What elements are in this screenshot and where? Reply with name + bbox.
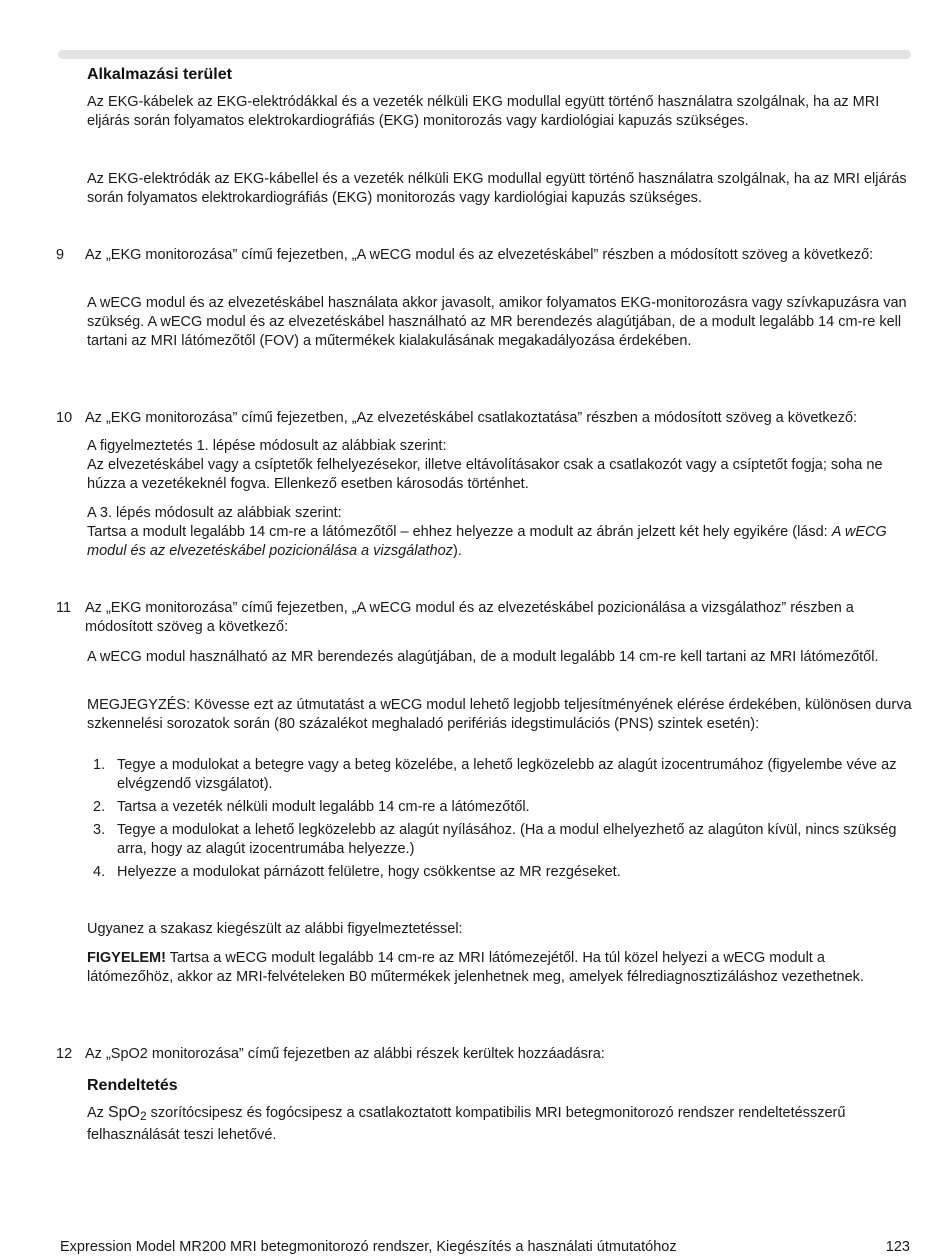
item-11-warning xyxy=(87,949,912,987)
item-10-step-line2 xyxy=(87,523,912,561)
step-line2-text: Tartsa a modult legalább 14 cm-re a látómezőtől – ehhez helyezze a modult az ábrán jelzett két hely egyikére (lásd: xyxy=(87,524,832,540)
paragraph-ekg-electrodes: Az EKG-elektródák az EKG-kábellel és a vezeték nélküli EKG modullal együtt történő használatra szolgálnak, ha az MRI eljárás során folyamatos elektrokardiográfiás (EKG) monitorozás vagy kardiológiai kapuzás szükséges. xyxy=(87,171,907,206)
item-10-warning-change xyxy=(87,437,912,494)
item-9-body: A wECG modul és az elvezetéskábel használata akkor javasolt, amikor folyamatos EKG-monitorozásra vagy szívkapuzásra van szükség. A wECG modul és az elvezetéskábel használható az MR berendezés alagútjában, de a modult legalább 14 cm-re kell tartani az MRI látómezőtől (FOV) a műtermékek kialakulásának megakadályozása érdekében. xyxy=(87,295,907,349)
page-footer xyxy=(60,1238,910,1257)
item-number-12: 12 xyxy=(56,1046,73,1062)
item-11-intro: Az „EKG monitorozása” című fejezetben, „A wECG modul és az elvezetéskábel pozicionálása a vizsgálathoz” részben a módosított szöveg a következő: xyxy=(85,600,854,635)
page-number: 123 xyxy=(885,1239,910,1255)
section-heading-rendeltetes: Rendeltetés xyxy=(87,1077,178,1094)
spo2-term: SpO$_2$ xyxy=(107,1104,147,1123)
list-item: 3. Tegye a modulokat a lehető legközelebb az alagút nyílásához. (Ha a modul elhelyezhető az alagúton kívül, nincs szükség arra, hogy az alagút izocentrumába helyezze.) xyxy=(93,822,897,857)
item-12-body: Az SpO$_2$ szorítócsipesz és fogócsipesz a csatlakoztatott kompatibilis MRI betegmonitorozó rendszer rendeltetésszerű felhasználását teszi lehetővé. xyxy=(87,1104,846,1143)
step-line2-end: ). xyxy=(452,543,462,559)
footer-title: Expression Model MR200 MRI betegmonitorozó rendszer, Kiegészítés a használati útmutatóhoz xyxy=(60,1239,677,1255)
item-12-intro: Az „SpO2 monitorozása” című fejezetben az alábbi részek kerültek hozzáadásra: xyxy=(85,1046,605,1062)
section-heading-alkalmazasi-terulet: Alkalmazási terület xyxy=(87,66,232,83)
item-10-intro: Az „EKG monitorozása” című fejezetben, „Az elvezetéskábel csatlakoztatása” részben a módosított szöveg a következő: xyxy=(85,410,858,426)
item-9-intro: Az „EKG monitorozása” című fejezetben, „A wECG modul és az elvezetéskábel” részben a módosított szöveg a következő: xyxy=(85,247,874,263)
item-number-10: 10 xyxy=(56,410,73,426)
item-11-supplement: Ugyanez a szakasz kiegészült az alábbi figyelmeztetéssel: xyxy=(87,921,463,937)
item-11-body: A wECG modul használható az MR berendezés alagútjában, de a modult legalább 14 cm-re kell tartani az MRI látómezőtől. xyxy=(87,649,879,665)
item-10-step-change xyxy=(87,504,912,561)
item-11-note: MEGJEGYZÉS: Kövesse ezt az útmutatást a wECG modul lehető legjobb teljesítményének elérése érdekében, különösen durva szkennelési sorozatok során (80 százalékot meghaladó perifériás idegstimulációs (PNS) szintek esetén): xyxy=(87,697,912,732)
list-item: 2. Tartsa a vezeték nélküli modult legalább 14 cm-re a látómezőtől. xyxy=(93,799,530,815)
item-10-step-line1: A 3. lépés módosult az alábbiak szerint: xyxy=(87,505,342,521)
list-item: 1. Tegye a modulokat a betegre vagy a beteg közelébe, a lehető legközelebb az alagút izocentrumához (figyelembe véve az elvégzendő vizsgálatot). xyxy=(93,757,897,792)
item-number-9: 9 xyxy=(56,247,65,263)
item-11-steps-list xyxy=(87,756,912,886)
list-item: 4. Helyezze a modulokat párnázott felületre, hogy csökkentse az MR rezgéseket. xyxy=(93,864,621,880)
item-10-warning-line1: A figyelmeztetés 1. lépése módosult az alábbiak szerint: xyxy=(87,438,447,454)
warning-text: Tartsa a wECG modult legalább 14 cm-re az MRI látómezejétől. Ha túl közel helyezi a wECG modult a látómezőhöz, akkor az MRI-felvételeken B0 műtermékek jelenhetnek meg, amelyek félrediagnosztizáláshoz vezethetnek. xyxy=(87,950,864,985)
item-number-11: 11 xyxy=(56,600,72,616)
paragraph-ekg-cables: Az EKG-kábelek az EKG-elektródákkal és a vezeték nélküli EKG modullal együtt történő használatra szolgálnak, ha az MRI eljárás során folyamatos elektrokardiográfiás (EKG) monitorozás vagy kardiológiai kapuzás szükséges. xyxy=(87,94,880,129)
step-line2-reference: A wECG modul és az elvezetéskábel pozicionálása a vizsgálathoz xyxy=(87,524,887,559)
warning-label: FIGYELEM! xyxy=(87,950,166,966)
top-divider-bar xyxy=(58,50,911,59)
item-10-warning-line2: Az elvezetéskábel vagy a csíptetők felhelyezésekor, illetve eltávolításakor csak a csatlakozót vagy a csíptetőt fogja; soha ne húzza a vezetékeknél fogva. Ellenkező esetben károsodás történhet. xyxy=(87,457,883,492)
